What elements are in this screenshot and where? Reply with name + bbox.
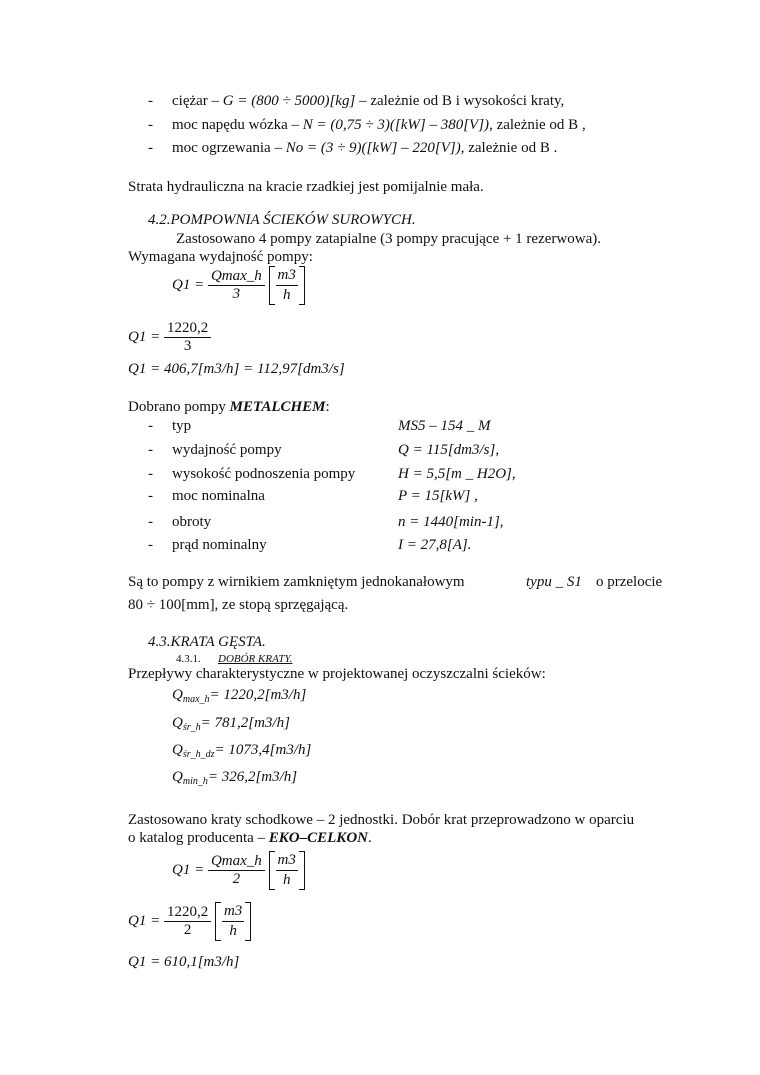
paragraph: 80 ÷ 100[mm], ze stopą sprzęgającą. [128, 597, 349, 613]
param-tail: , zależnie od B . [460, 140, 558, 156]
spec-label: wydajność pompy [172, 442, 282, 458]
spec-label: moc nominalna [172, 488, 265, 504]
section-title: 4.2.POMPOWNIA ŚCIEKÓW SUROWYCH. [148, 212, 416, 228]
chosen-tail: : [325, 399, 330, 415]
bullet-dash: - [148, 418, 153, 434]
flow-value [172, 741, 311, 764]
bullet-dash: - [148, 514, 153, 530]
paragraph: Zastosowano 4 pompy zatapialne (3 pompy pracujące + 1 rezerwowa). [176, 231, 601, 247]
unit-denominator: h [282, 287, 291, 303]
bullet-dash: - [148, 442, 153, 458]
impeller-type: typu _ S1 [526, 574, 582, 590]
flow-equals: = 326,2[m3/h] [207, 769, 298, 785]
brand-name: EKO–CELKON [268, 830, 368, 846]
param-lead: moc ogrzewania – [172, 140, 286, 156]
paragraph: Są to pompy z wirnikiem zamkniętym jednokanałowym [128, 574, 465, 590]
bullet-dash: - [148, 537, 153, 553]
param-formula: No = (3 ÷ 9)([kW] – 220[V]) [285, 140, 461, 156]
eq-lhs: Q1 = [128, 912, 161, 929]
bullet-dash: - [148, 140, 153, 156]
paragraph: Wymagana wydajność pompy: [128, 249, 313, 265]
paragraph: o przelocie [596, 574, 663, 590]
flow-symbol: Q [172, 687, 183, 703]
unit-denominator: h [282, 872, 291, 888]
spec-value: MS5 – 154 _ M [398, 418, 491, 434]
param-lead: moc napędu wózka – [172, 117, 303, 133]
spec-label: typ [172, 418, 192, 434]
unit-numerator: m3 [222, 902, 244, 922]
fraction-numerator: 1220,2 [164, 904, 211, 922]
equation: Q1 = 406,7[m3/h] = 112,97[dm3/s] [128, 361, 345, 377]
spec-value: H = 5,5[m _ H2O], [398, 466, 516, 482]
unit-numerator: m3 [276, 851, 298, 871]
screens-tail: . [367, 830, 372, 846]
eq-lhs: Q1 = [128, 328, 161, 345]
subsection-number: 4.3.1. [176, 653, 201, 665]
param-heating-power [172, 139, 557, 157]
paragraph: Przepływy charakterystyczne w projektowanej oczyszczalni ścieków: [128, 666, 546, 682]
equation [172, 851, 305, 890]
flow-symbol: Q [172, 769, 183, 785]
bullet-dash: - [148, 117, 153, 133]
param-formula: G = (800 ÷ 5000)[kg] [222, 93, 356, 109]
paragraph [128, 829, 372, 847]
unit-bracket [269, 851, 305, 890]
equation [128, 902, 251, 941]
fraction [208, 268, 265, 303]
equation [172, 266, 305, 305]
eq-lhs: Q1 = [172, 861, 205, 878]
unit-bracket [215, 902, 251, 941]
chosen-pumps [128, 398, 330, 416]
flow-symbol: Q [172, 742, 183, 758]
fraction-denominator: 3 [232, 286, 241, 302]
param-tail: – zależnie od B i wysokości kraty, [355, 93, 565, 109]
fraction [208, 853, 265, 888]
flow-symbol: Q [172, 715, 183, 731]
fraction-numerator: Qmax_h [208, 268, 265, 286]
flow-equals: = 781,2[m3/h] [200, 715, 290, 731]
param-weight [172, 92, 564, 110]
flow-value [172, 686, 306, 709]
fraction-numerator: 1220,2 [164, 320, 211, 338]
flow-value [172, 768, 297, 791]
unit-numerator: m3 [276, 266, 298, 286]
param-cart-power [172, 116, 586, 134]
fraction-denominator: 3 [183, 338, 192, 354]
spec-label: prąd nominalny [172, 537, 267, 553]
flow-subscript: śr_h_dz [182, 749, 215, 760]
bullet-dash: - [148, 93, 153, 109]
param-tail: , zależnie od B , [489, 117, 586, 133]
flow-equals: = 1073,4[m3/h] [214, 742, 312, 758]
equation: Q1 = 610,1[m3/h] [128, 954, 240, 970]
flow-subscript: max_h [182, 694, 210, 705]
chosen-lead: Dobrano pompy [128, 399, 230, 415]
unit-denominator: h [229, 923, 237, 939]
spec-label: wysokość podnoszenia pompy [172, 466, 356, 482]
flow-equals: = 1220,2[m3/h] [209, 687, 307, 703]
brand-name: METALCHEM [229, 399, 326, 415]
flow-subscript: śr_h [182, 722, 201, 733]
fraction-numerator: Qmax_h [208, 853, 265, 871]
fraction-denominator: 2 [232, 871, 241, 887]
subsection-title: DOBÓR KRATY. [218, 653, 293, 665]
flow-subscript: min_h [182, 776, 208, 787]
loss-note: Strata hydrauliczna na kracie rzadkiej jest pomijalnie mała. [128, 179, 484, 195]
paragraph: Zastosowano kraty schodkowe – 2 jednostki. Dobór krat przeprowadzono w oparciu [128, 812, 635, 828]
spec-value: I = 27,8[A]. [398, 537, 472, 553]
spec-value: n = 1440[min-1], [398, 514, 504, 530]
section-title: 4.3.KRATA GĘSTA. [148, 634, 266, 650]
unit-bracket [269, 266, 305, 305]
spec-value: P = 15[kW] , [398, 488, 478, 504]
screens-lead: o katalog producenta – [128, 830, 269, 846]
fraction [164, 320, 211, 355]
spec-label: obroty [172, 514, 212, 530]
eq-lhs: Q1 = [172, 276, 205, 293]
param-formula: N = (0,75 ÷ 3)([kW] – 380[V]) [302, 117, 490, 133]
param-lead: ciężar – [172, 93, 223, 109]
fraction-denominator: 2 [183, 922, 192, 938]
bullet-dash: - [148, 466, 153, 482]
bullet-dash: - [148, 488, 153, 504]
fraction [164, 904, 211, 939]
equation [128, 320, 211, 355]
spec-value: Q = 115[dm3/s], [398, 442, 500, 458]
flow-value [172, 714, 290, 737]
